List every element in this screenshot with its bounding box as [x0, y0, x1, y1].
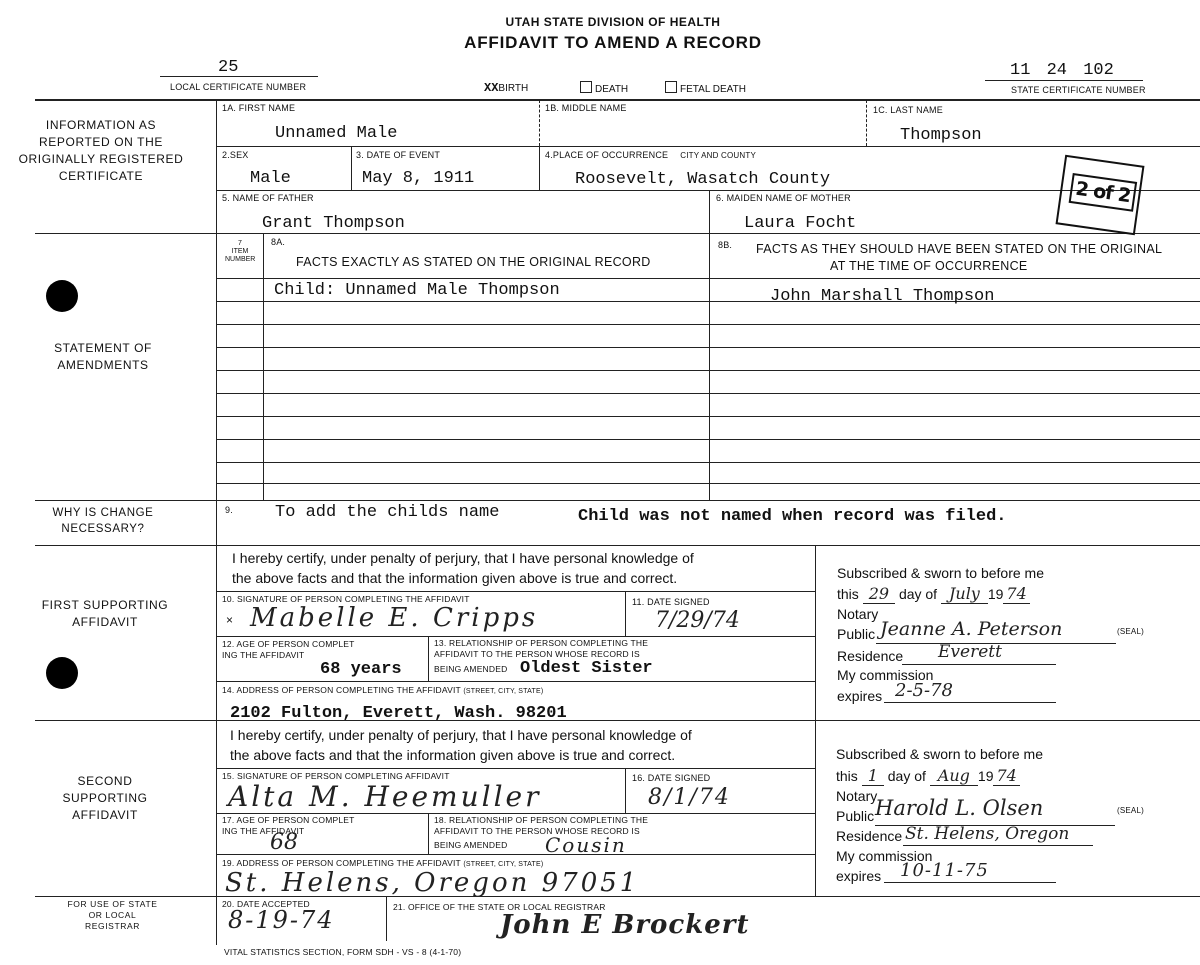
first-seal: (SEAL) [1117, 627, 1144, 636]
col-8a-title: FACTS EXACTLY AS STATED ON THE ORIGINAL RECORD [296, 255, 651, 269]
second-age-value: 68 [270, 830, 298, 855]
date-accepted-value: 8-19-74 [228, 906, 335, 934]
first-notary-sworn: Subscribed & sworn to before me [837, 565, 1044, 581]
section-second-affidavit: SECOND SUPPORTING AFFIDAVIT [62, 774, 148, 822]
date-accepted-label: 20. DATE ACCEPTED [222, 899, 310, 909]
corrected-fact-value: John Marshall Thompson [770, 287, 995, 306]
second-signature: Alta M. Heemuller [228, 780, 542, 813]
second-public-label: Public [836, 808, 875, 824]
second-notary-sworn: Subscribed & sworn to before me [836, 746, 1043, 762]
date-of-event-value: May 8, 1911 [362, 169, 475, 188]
first-name-label: 1A. FIRST NAME [222, 103, 296, 113]
second-certify-line-1: I hereby certify, under penalty of perjury, that I have personal knowledge of [230, 727, 692, 743]
second-notary-year-prefix: 19 [977, 768, 994, 784]
first-sig-marker: × [226, 613, 234, 627]
father-label: 5. NAME OF FATHER [222, 193, 314, 203]
first-addr-label [222, 685, 543, 695]
first-residence-label: Residence [837, 648, 904, 664]
second-notary-year: 74 [993, 766, 1019, 786]
first-signature: Mabelle E. Cripps [250, 603, 539, 633]
place-value: Roosevelt, Wasatch County [575, 170, 831, 189]
second-addr-label-sub: (STREET, CITY, STATE) [463, 861, 544, 868]
second-notary-label: Notary [836, 788, 878, 804]
first-sig-label: 10. SIGNATURE OF PERSON COMPLETING THE AFFIDAVIT [222, 594, 470, 604]
section-statement-of-amendments: STATEMENT OF AMENDMENTS [54, 341, 152, 372]
place-label-sub: CITY AND COUNTY [680, 151, 756, 160]
form-number: VITAL STATISTICS SECTION, FORM SDH - VS - 8 (4-1-70) [224, 947, 462, 957]
middle-name-label: 1B. MIDDLE NAME [545, 103, 627, 113]
first-age-label-2: ING THE AFFIDAVIT [222, 650, 305, 660]
why-text-2: Child was not named when record was filed. [578, 507, 1007, 526]
first-notary-day-of: day of [898, 586, 938, 602]
sex-label: 2.SEX [222, 150, 249, 160]
record-type-birth [484, 81, 528, 95]
second-rel-label-2: AFFIDAVIT TO THE PERSON WHOSE RECORD IS [434, 826, 640, 836]
first-residence-value: Everett [938, 642, 1002, 662]
first-addr-label-sub: (STREET, CITY, STATE) [463, 688, 544, 695]
second-expires-value: 10-11-75 [900, 860, 989, 881]
first-addr-label-text: 14. ADDRESS OF PERSON COMPLETING THE AFFIDAVIT [222, 685, 461, 695]
second-date-label: 16. DATE SIGNED [632, 773, 711, 783]
first-date-label: 11. DATE SIGNED [632, 597, 710, 607]
fetal-death-checkbox [665, 81, 677, 93]
why-text-1: To add the childs name [275, 503, 500, 522]
local-certificate-number: 25 [218, 58, 239, 77]
death-label: DEATH [595, 84, 629, 95]
second-date-signed: 8/1/74 [648, 785, 731, 810]
second-notary-day: 1 [862, 766, 884, 786]
birth-checkmark: XX [484, 81, 499, 95]
state-certificate-number: 11 24 102 [1010, 61, 1114, 80]
second-sig-label: 15. SIGNATURE OF PERSON COMPLETING AFFIDAVIT [222, 771, 450, 781]
page-stamp-text: 2 of 2 [1069, 173, 1138, 212]
second-address-value: St. Helens, Oregon 97051 [225, 868, 640, 898]
item-number-header [218, 240, 262, 264]
section-registrar: FOR USE OF STATE OR LOCAL REGISTRAR [67, 899, 158, 931]
second-notary-day-of: day of [887, 768, 926, 784]
first-rel-label-1: 13. RELATIONSHIP OF PERSON COMPLETING THE [434, 638, 649, 648]
first-public-signature: Jeanne A. Peterson [880, 618, 1063, 640]
first-age-label-1: 12. AGE OF PERSON COMPLET [222, 639, 355, 649]
first-relationship-value: Oldest Sister [520, 659, 653, 678]
second-addr-label [222, 858, 543, 868]
section-first-affidavit: FIRST SUPPORTING AFFIDAVIT [41, 598, 169, 629]
first-notary-label: Notary [837, 606, 879, 622]
col-8b-title-2: AT THE TIME OF OCCURRENCE [830, 259, 1028, 273]
father-value: Grant Thompson [262, 214, 405, 233]
first-certify-line-1: I hereby certify, under penalty of perjury, that I have personal knowledge of [232, 550, 694, 566]
second-rel-label-3: BEING AMENDED [434, 840, 508, 850]
second-seal: (SEAL) [1117, 806, 1144, 815]
second-public-signature: Harold L. Olsen [875, 796, 1044, 820]
first-rel-label-3: BEING AMENDED [434, 664, 508, 674]
first-notary-month: July [941, 584, 988, 604]
first-notary-year: 74 [1003, 584, 1029, 604]
date-of-event-label: 3. DATE OF EVENT [356, 150, 441, 160]
first-notary-year-prefix: 19 [987, 586, 1004, 602]
second-residence-value: St. Helens, Oregon [905, 824, 1070, 844]
second-rel-label-1: 18. RELATIONSHIP OF PERSON COMPLETING THE [434, 815, 649, 825]
second-expires-label: expires [836, 868, 882, 884]
section-original-certificate: INFORMATION AS REPORTED ON THE ORIGINALLY REGISTERED CERTIFICATE [18, 118, 184, 183]
first-address-value: 2102 Fulton, Everett, Wash. 98201 [230, 704, 567, 723]
first-notary-this: this [837, 586, 859, 602]
first-rel-label-2: AFFIDAVIT TO THE PERSON WHOSE RECORD IS [434, 649, 640, 659]
fetal-death-label: FETAL DEATH [680, 84, 746, 95]
state-certificate-label: STATE CERTIFICATE NUMBER [1011, 85, 1146, 95]
record-type-death [580, 81, 628, 95]
second-notary-month: Aug [930, 766, 978, 786]
second-age-label-2: ING THE AFFIDAVIT [222, 826, 305, 836]
first-expires-value: 2-5-78 [895, 680, 953, 701]
agency-title: UTAH STATE DIVISION OF HEALTH [505, 15, 721, 29]
place-label [545, 150, 756, 160]
second-age-label-1: 17. AGE OF PERSON COMPLET [222, 815, 355, 825]
second-residence-label: Residence [836, 828, 903, 844]
local-certificate-label: LOCAL CERTIFICATE NUMBER [170, 82, 307, 92]
mother-label: 6. MAIDEN NAME OF MOTHER [716, 193, 851, 203]
col-8a-num: 8A. [271, 237, 286, 247]
col-8b-title-1: FACTS AS THEY SHOULD HAVE BEEN STATED ON THE ORIGINAL [756, 242, 1163, 256]
first-notary-day: 29 [863, 584, 895, 604]
record-type-fetal-death [665, 81, 746, 95]
first-date-signed: 7/29/74 [655, 608, 740, 633]
item-number-num: 7 [238, 240, 242, 247]
birth-label: BIRTH [498, 83, 529, 94]
col-8b-num: 8B. [718, 240, 733, 250]
second-certify-line-2: the above facts and that the information given above is true and correct. [230, 747, 676, 763]
first-age-value: 68 years [320, 660, 402, 679]
first-expires-label: expires [837, 688, 883, 704]
registrar-office-label: 21. OFFICE OF THE STATE OR LOCAL REGISTRAR [393, 902, 606, 912]
second-commission-label: My commission [836, 848, 933, 864]
form-title: AFFIDAVIT TO AMEND A RECORD [464, 33, 762, 52]
item-number-text: ITEM NUMBER [225, 248, 256, 263]
why-num: 9. [225, 505, 233, 515]
mother-value: Laura Focht [744, 214, 857, 233]
punch-hole-bottom [46, 657, 78, 689]
first-public-label: Public [837, 626, 876, 642]
second-notary-date-line [836, 766, 1020, 785]
registrar-signature: John E Brockert [500, 910, 750, 940]
second-relationship-value: Cousin [545, 833, 627, 857]
place-label-text: 4.PLACE OF OCCURRENCE [545, 150, 669, 160]
second-notary-this: this [836, 768, 858, 784]
last-name-value: Thompson [900, 126, 982, 145]
last-name-label: 1C. LAST NAME [873, 105, 943, 115]
section-why-change: WHY IS CHANGE NECESSARY? [52, 507, 154, 535]
sex-value: Male [250, 169, 291, 188]
page-stamp [1056, 155, 1145, 235]
punch-hole-top [46, 280, 78, 312]
first-name-value: Unnamed Male [275, 124, 398, 143]
first-certify-line-2: the above facts and that the information given above is true and correct. [232, 570, 678, 586]
death-checkbox [580, 81, 592, 93]
first-commission-label: My commission [837, 667, 934, 683]
second-addr-label-text: 19. ADDRESS OF PERSON COMPLETING THE AFFIDAVIT [222, 858, 461, 868]
original-fact-value: Child: Unnamed Male Thompson [274, 281, 560, 300]
first-notary-date-line [837, 584, 1030, 603]
